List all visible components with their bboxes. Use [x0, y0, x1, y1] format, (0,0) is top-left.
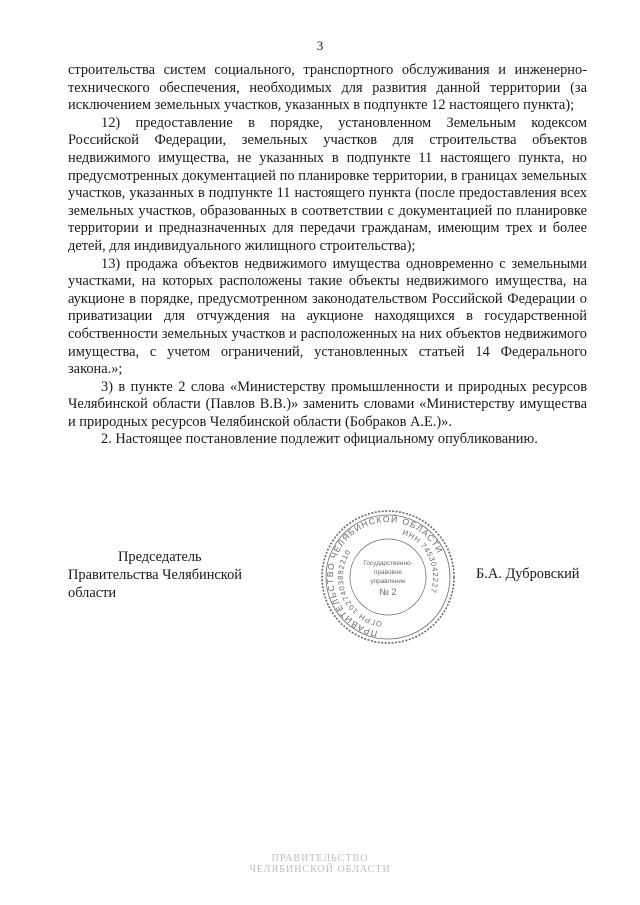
stamp-inn-text: ИНН 7453042227	[401, 527, 441, 595]
paragraph-item-12: 12) предоставление в порядке, установленном Земельным кодексом Российской Федерации, земельных участков для строительства объектов недвижимого имущества, не указанных в подпункте 11 настоящего пункта, но предусмотренных документацией по планировке территории, в границах земельных участков, указанных в подпункте 11 настоящего пункта (после предоставления всех земельных участков, образованных в соответствии с документацией по планировке территории и предназначенных для передачи гражданам, имеющим трех и более детей, для индивидуального жилищного строительства);	[68, 114, 587, 254]
paragraph-publication: 2. Настоящее постановление подлежит официальному опубликованию.	[101, 431, 538, 448]
paragraph-item-13: 13) продажа объектов недвижимого имущества одновременно с земельными участками, на которых расположены такие объекты недвижимого имущества, на аукционе в порядке, предусмотренном законодательством Российской Федерации о приватизации для отчуждения на аукционе находящихся в государственной собственности земельных участков и расположенных на них объектов недвижимого имущества, с учетом ограничений, установленных статьей 14 Федерального закона.»;	[68, 255, 587, 378]
stamp-ogrn-text: ОГРН 1027403882210	[335, 547, 383, 629]
footer-watermark	[0, 853, 640, 875]
paragraph-item-3: 3) в пункте 2 слова «Министерству промышленности и природных ресурсов Челябинской области (Павлов В.В.)» заменить словами «Министерству имущества и природных ресурсов Челябинской области (Бобраков А.Е.)».	[68, 378, 587, 430]
stamp-center-number: № 2	[379, 587, 397, 597]
document-body	[68, 62, 587, 449]
signatory-title	[68, 548, 288, 602]
stamp-center-line3: управление	[370, 578, 406, 585]
paragraph-continuation: строительства систем социального, транспортного обслуживания и инженерно-технического обеспечения, необходимых для развития данной территории (за исключением земельных участков, указанных в подпункте 12 настоящего пункта);	[68, 62, 587, 114]
official-stamp	[312, 505, 464, 647]
stamp-center-line2: правовое	[374, 569, 402, 576]
page-number: 3	[316, 38, 324, 53]
signatory-title-line2: Правительства Челябинской области	[68, 567, 242, 601]
stamp-center-line1: Государственно-	[363, 560, 413, 567]
footer-line1: ПРАВИТЕЛЬСТВО	[271, 853, 369, 864]
stamp-outer-text: ПРАВИТЕЛЬСТВО ЧЕЛЯБИНСКОЙ ОБЛАСТИ	[324, 513, 446, 639]
signatory-title-line1: Председатель	[118, 549, 202, 565]
footer-line2: ЧЕЛЯБИНСКОЙ ОБЛАСТИ	[249, 864, 391, 875]
signatory-name: Б.А. Дубровский	[476, 566, 580, 582]
